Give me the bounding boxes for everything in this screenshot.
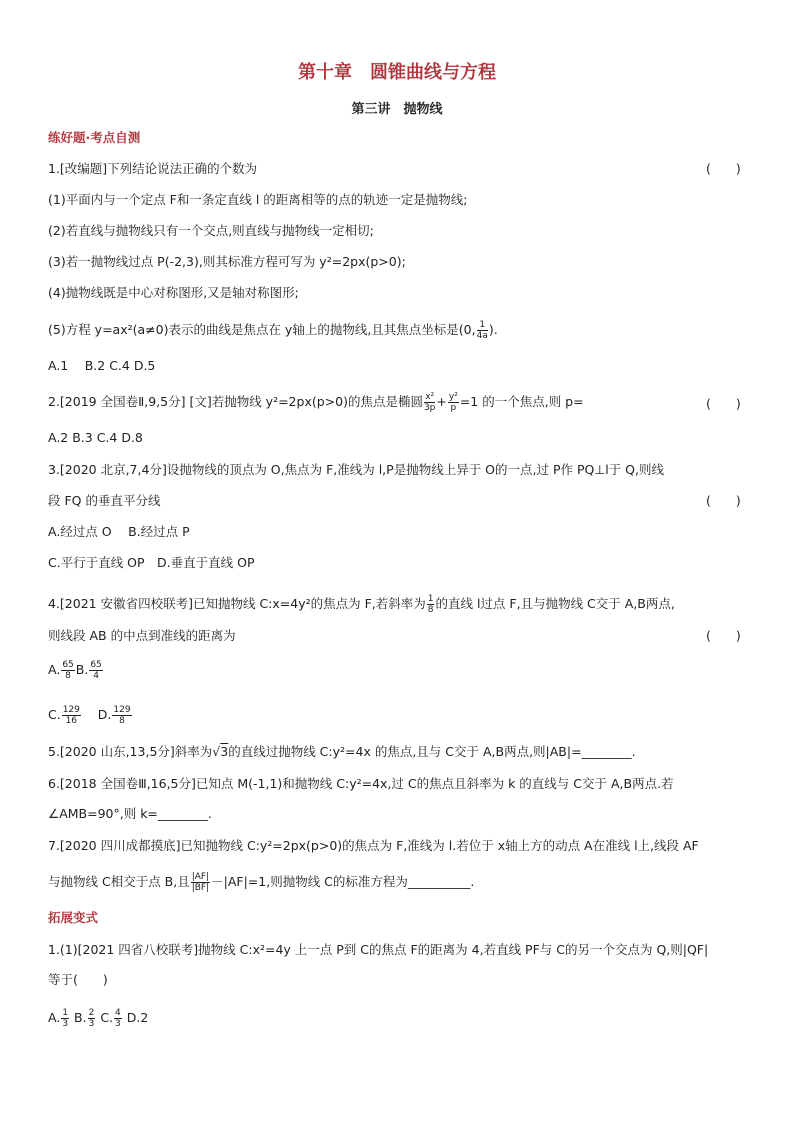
q4-a-numerator: 65 — [62, 660, 74, 670]
q6-line-2: ∠AMB=90°,则 k=________. — [48, 806, 212, 821]
q1-stem: 1.[改编题]下列结论说法正确的个数为 — [48, 161, 258, 176]
q3-options-cd: C.平行于直线 OP D.垂直于直线 OP — [48, 555, 255, 570]
q4-c-numerator: 129 — [62, 705, 80, 715]
q4-options-cd — [48, 705, 748, 726]
q7-line-2 — [48, 872, 748, 893]
q3-line-2: 段 FQ 的垂直平分线 — [48, 493, 161, 508]
q4-option-b-fraction — [89, 660, 102, 681]
sqrt-icon: √ — [212, 744, 221, 759]
e1-b-numerator: 2 — [88, 1008, 95, 1018]
q4-option-c-fraction — [62, 705, 81, 726]
e1-b-denominator: 3 — [88, 1019, 95, 1029]
q7-ratio-numerator: |AF| — [191, 872, 210, 882]
q4-d-numerator: 129 — [113, 705, 131, 715]
q4-d-denominator: 8 — [119, 716, 125, 726]
e1-option-a-fraction — [61, 1008, 69, 1029]
e1-option-d-label: D.2 — [126, 1010, 149, 1025]
e1-option-a-label: A. — [48, 1010, 61, 1025]
q4-option-d-fraction — [112, 705, 131, 726]
q2-f1-numerator: x² — [425, 392, 435, 402]
q2-text-a: 2.[2019 全国卷Ⅱ,9,5分] [文]若抛物线 y²=2px(p>0)的焦点是椭圆 — [48, 394, 423, 409]
e1-option-c-fraction — [114, 1008, 122, 1029]
q5-text-a: 5.[2020 山东,13,5分]斜率为 — [48, 744, 213, 759]
q5-line — [48, 744, 748, 760]
q1-s5-fraction — [477, 320, 488, 341]
q7-ratio-fraction — [191, 872, 210, 893]
q7-line-1: 7.[2020 四川成都摸底]已知抛物线 C:y²=2px(p>0)的焦点为 F,准线为 l.若位于 x轴上方的动点 A在准线 l上,线段 AF — [48, 838, 699, 853]
e1-option-b-label: B. — [74, 1010, 87, 1025]
q1-s5-text-b: ). — [488, 322, 498, 337]
q1-statement-2: (2)若直线与抛物线只有一个交点,则直线与抛物线一定相切; — [48, 223, 374, 238]
q2-options: A.2 B.3 C.4 D.8 — [48, 430, 143, 445]
q4-slope-numerator: 1 — [427, 594, 434, 604]
q1-statement-1: (1)平面内与一个定点 F和一条定直线 l 的距离相等的点的轨迹一定是抛物线; — [48, 192, 468, 207]
q5-text-b: 的直线过抛物线 C:y²=4x 的焦点,且与 C交于 A,B两点,则|AB|=________. — [228, 744, 636, 759]
q7-text-b: －|AF|=1,则抛物线 C的标准方程为__________. — [211, 874, 475, 889]
section-heading-practice: 练好题·考点自测 — [48, 130, 141, 145]
q4-option-b-label: B. — [75, 662, 89, 677]
e1-a-denominator: 3 — [62, 1019, 69, 1029]
q4-options-ab — [48, 660, 748, 681]
q2-f1-denominator: 3p — [423, 403, 436, 413]
q4-slope-fraction — [427, 594, 435, 615]
q1-statement-4: (4)抛物线既是中心对称图形,又是轴对称图形; — [48, 285, 299, 300]
e1-c-denominator: 3 — [115, 1019, 121, 1029]
q3-options-ab: A.经过点 O B.经过点 P — [48, 524, 190, 539]
q2-ellipse-frac-1 — [424, 392, 435, 413]
q1-s5-denominator: 4a — [476, 331, 488, 341]
q1-s5-numerator: 1 — [477, 320, 488, 331]
q2-ellipse-frac-2 — [448, 392, 459, 413]
q1-answer-paren: ( ) — [706, 161, 741, 176]
q2-f2-denominator: p — [450, 403, 457, 413]
q4-b-denominator: 4 — [93, 671, 99, 681]
q4-option-a-fraction — [61, 660, 74, 681]
q2-f2-numerator: y² — [448, 392, 458, 402]
q3-answer-paren: ( ) — [706, 493, 741, 508]
q4-a-denominator: 8 — [65, 671, 71, 681]
e1-options — [48, 1008, 748, 1029]
q4-slope-denominator: 8 — [427, 605, 434, 615]
e1-line-1: 1.(1)[2021 四省八校联考]抛物线 C:x²=4y 上一点 P到 C的焦点 F的距离为 4,若直线 PF与 C的另一个交点为 Q,则|QF| — [48, 942, 709, 957]
q3-line-1: 3.[2020 北京,7,4分]设抛物线的顶点为 O,焦点为 F,准线为 l,P是抛物线上异于 O的一点,过 P作 PQ⊥l于 Q,则线 — [48, 462, 664, 477]
q2-answer-paren: ( ) — [706, 396, 741, 411]
q2-stem — [48, 392, 748, 413]
q4-text-a: 4.[2021 安徽省四校联考]已知抛物线 C:x=4y²的焦点为 F,若斜率为 — [48, 596, 426, 611]
q5-root-value: 3 — [220, 744, 229, 759]
section-heading-extension: 拓展变式 — [48, 910, 99, 925]
q4-answer-paren: ( ) — [706, 628, 741, 643]
q4-line-1 — [48, 594, 748, 615]
e1-a-numerator: 1 — [62, 1008, 69, 1018]
q4-line-2: 则线段 AB 的中点到准线的距离为 — [48, 628, 236, 643]
q1-statement-3: (3)若一抛物线过点 P(-2,3),则其标准方程可写为 y²=2px(p>0); — [48, 254, 406, 269]
e1-option-c-label: C. — [100, 1010, 114, 1025]
e1-c-numerator: 4 — [115, 1008, 121, 1018]
q7-text-a: 与抛物线 C相交于点 B,且 — [48, 874, 190, 889]
q2-text-b: =1 的一个焦点,则 p= — [459, 394, 584, 409]
q2-plus: + — [436, 394, 447, 409]
q4-option-c-label: C. — [48, 707, 61, 722]
q4-option-d-label: D. — [97, 707, 112, 722]
q7-ratio-denominator: |BF| — [191, 883, 210, 893]
section-title: 第三讲 抛物线 — [351, 102, 443, 117]
chapter-title: 第十章 圆锥曲线与方程 — [298, 62, 496, 83]
q1-s5-text-a: (5)方程 y=ax²(a≠0)表示的曲线是焦点在 y轴上的抛物线,且其焦点坐标是(0, — [48, 322, 476, 337]
e1-option-b-fraction — [88, 1008, 96, 1029]
q1-statement-5 — [48, 320, 748, 341]
q1-options: A.1 B.2 C.4 D.5 — [48, 358, 156, 373]
e1-line-2: 等于( ) — [48, 972, 108, 987]
q4-c-denominator: 16 — [65, 716, 78, 726]
q4-b-numerator: 65 — [90, 660, 102, 670]
q4-text-b: 的直线 l过点 F,且与抛物线 C交于 A,B两点, — [435, 596, 675, 611]
q4-option-a-label: A. — [48, 662, 61, 677]
q6-line-1: 6.[2018 全国卷Ⅲ,16,5分]已知点 M(-1,1)和抛物线 C:y²=4x,过 C的焦点且斜率为 k 的直线与 C交于 A,B两点.若 — [48, 776, 674, 791]
